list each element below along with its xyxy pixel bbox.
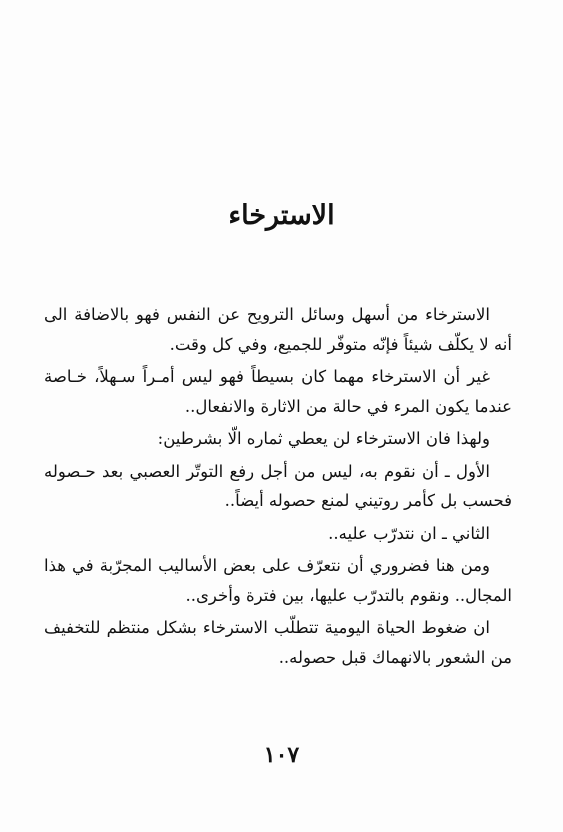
paragraph: ولهذا فان الاسترخاء لن يعطي ثماره الّا بشرطين: (157, 429, 490, 448)
page-number: ١٠٧ (263, 742, 300, 768)
paragraph: ان ضغوط الحياة اليومية تتطلّب الاسترخاء بشكل منتظم للتخفيف من الشعور بالانهماك قبل حصوله.. (44, 618, 512, 667)
paragraph: الأول ـ أن نقوم به، ليس من أجل رفع التوتّر العصبي بعد حـصوله فحسب بل كأمر روتيني لمنع حصوله أيضاً.. (44, 461, 512, 510)
paragraph: ومن هنا فضروري أن نتعرّف على بعض الأساليب المجرّبة في هذا المجال.. ونقوم بالتدرّب عليها، بين فترة وأخرى.. (44, 556, 512, 605)
paragraph: غير أن الاسترخاء مهما كان بسيطاً فهو ليس أمـراً سـهلاً، خـاصة عندما يكون المرء في حالة من الاثارة والانفعال.. (44, 367, 512, 416)
paragraph: الثاني ـ ان نتدرّب عليه.. (328, 523, 490, 543)
body-text (44, 300, 512, 675)
chapter-title: الاسترخاء (228, 200, 335, 231)
paragraph: الاسترخاء من أسهل وسائل الترويح عن النفس فهو بالاضافة الى أنه لا يكلّف شيئاً فإنّه متوفّر للجميع، وفي كل وقت. (44, 305, 512, 354)
